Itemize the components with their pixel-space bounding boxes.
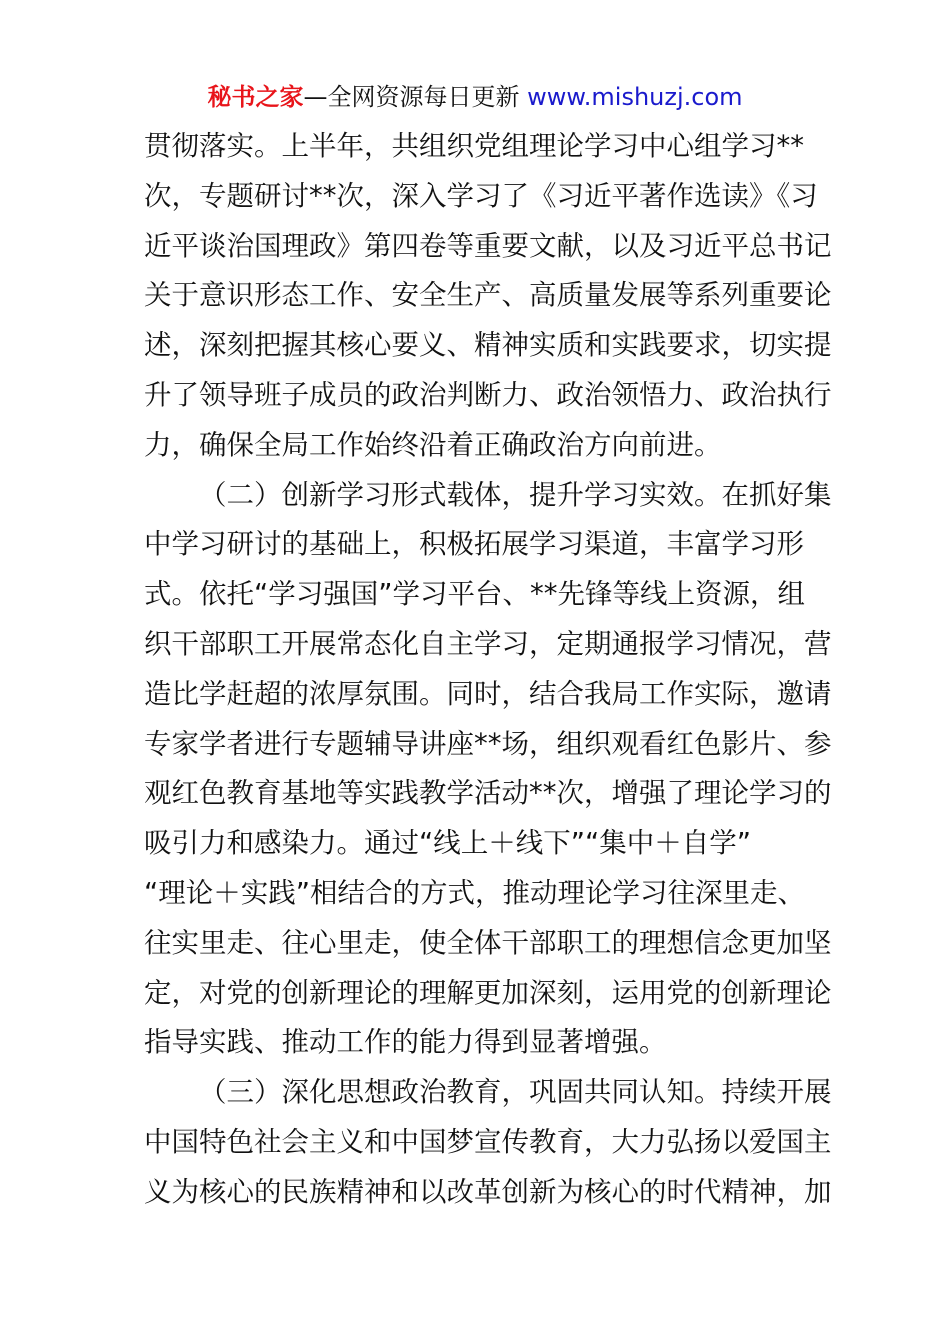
document-body bbox=[144, 122, 832, 1218]
text-line: 专家学者进行专题辅导讲座**场，组织观看红色影片、参 bbox=[144, 727, 832, 760]
site-url[interactable]: www.mishuzj.com bbox=[527, 83, 743, 111]
page-header bbox=[0, 80, 950, 114]
text-line: 力，确保全局工作始终沿着正确政治方向前进。 bbox=[144, 428, 722, 461]
text-line: 中学习研讨的基础上，积极拓展学习渠道，丰富学习形 bbox=[144, 528, 804, 561]
text-line: 升了领导班子成员的政治判断力、政治领悟力、政治执行 bbox=[144, 378, 832, 411]
text-line: 织干部职工开展常态化自主学习，定期通报学习情况，营 bbox=[144, 627, 832, 660]
text-line: 指导实践、推动工作的能力得到显著增强。 bbox=[144, 1026, 667, 1059]
text-line: 中国特色社会主义和中国梦宣传教育，大力弘扬以爱国主 bbox=[144, 1125, 832, 1158]
section-heading-line: （二）创新学习形式载体，提升学习实效。在抓好集 bbox=[199, 478, 832, 511]
section-heading-line: （三）深化思想政治教育，巩固共同认知。持续开展 bbox=[199, 1076, 832, 1109]
text-line: 式。依托“学习强国”学习平台、**先锋等线上资源，组 bbox=[144, 578, 805, 611]
text-line: 义为核心的民族精神和以改革创新为核心的时代精神，加 bbox=[144, 1175, 832, 1208]
text-line: 关于意识形态工作、安全生产、高质量发展等系列重要论 bbox=[144, 279, 832, 312]
site-brand: 秘书之家 bbox=[207, 83, 304, 111]
text-line: “理论＋实践”相结合的方式，推动理论学习往深里走、 bbox=[144, 876, 805, 909]
text-line: 吸引力和感染力。通过“线上＋线下”“集中＋自学” bbox=[144, 827, 751, 860]
text-line: 述，深刻把握其核心要义、精神实质和实践要求，切实提 bbox=[144, 329, 832, 362]
text-line: 次，专题研讨**次，深入学习了《习近平著作选读》《习 bbox=[144, 179, 818, 212]
site-tagline: —全网资源每日更新 bbox=[303, 83, 528, 111]
text-line: 造比学赶超的浓厚氛围。同时，结合我局工作实际，邀请 bbox=[144, 677, 832, 710]
text-line: 定，对党的创新理论的理解更加深刻，运用党的创新理论 bbox=[144, 976, 832, 1009]
text-line: 观红色教育基地等实践教学活动**次，增强了理论学习的 bbox=[144, 777, 832, 810]
text-line: 近平谈治国理政》第四卷等重要文献，以及习近平总书记 bbox=[144, 229, 832, 262]
text-line: 往实里走、往心里走，使全体干部职工的理想信念更加坚 bbox=[144, 926, 832, 959]
text-line: 贯彻落实。上半年，共组织党组理论学习中心组学习** bbox=[144, 130, 804, 162]
